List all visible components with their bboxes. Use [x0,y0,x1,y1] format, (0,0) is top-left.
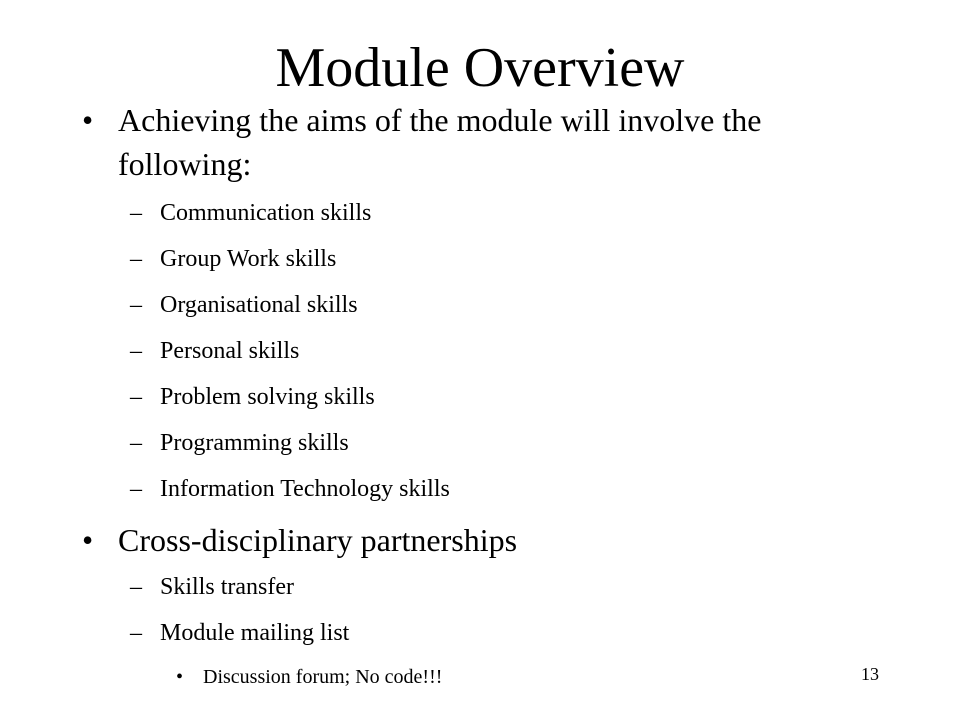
subitem-text: Personal skills [160,338,300,364]
dash-icon: – [130,574,142,600]
bullet-aims-text: Achieving the aims of the module will involve the [118,102,762,138]
subitem-text: Problem solving skills [160,384,375,410]
dash-icon: – [130,200,142,226]
dash-icon: – [130,476,142,502]
bullet-icon: • [82,522,94,558]
subitem-text: Skills transfer [160,574,294,600]
subitem-text: Communication skills [160,200,372,226]
bullet-icon: • [176,666,184,688]
dash-icon: – [130,246,142,272]
subitem-text: Programming skills [160,430,349,456]
subitem-text: Information Technology skills [160,476,450,502]
bullet-cross-disciplinary-text: Cross-disciplinary partnerships [118,522,518,558]
slide-number: 13 [861,664,879,684]
slide-title: Module Overview [275,37,685,99]
bullet-aims-text-continued: following: [118,146,252,182]
dash-icon: – [130,620,142,646]
dash-icon: – [130,430,142,456]
dash-icon: – [130,338,142,364]
subitem-text: Organisational skills [160,292,358,318]
subitem-text: Module mailing list [160,620,350,646]
subsubitem-text: Discussion forum; No code!!! [203,666,443,688]
bullet-icon: • [82,102,94,138]
bullet-aims-continuation [118,142,251,186]
dash-icon: – [130,292,142,318]
subitem-text: Group Work skills [160,246,337,272]
dash-icon: – [130,384,142,410]
